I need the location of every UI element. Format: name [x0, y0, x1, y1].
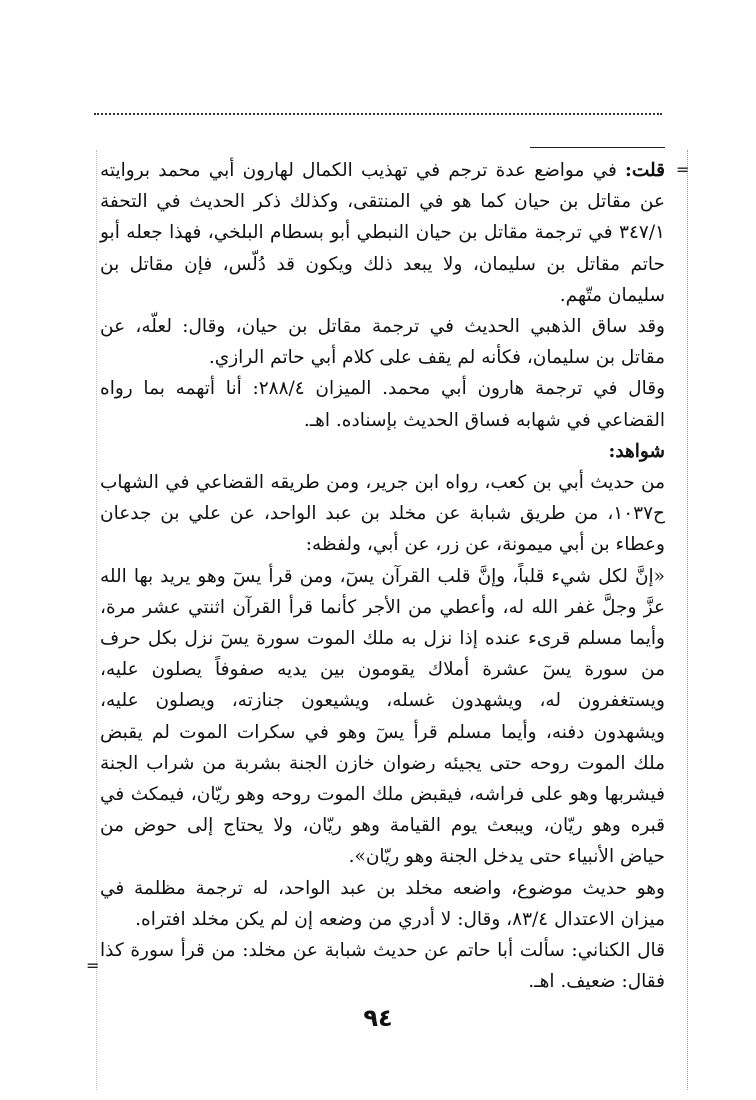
paragraph	[100, 311, 665, 373]
paragraph-text: وهو حديث موضوع، واضعه مخلد بن عبد الواحد، له ترجمة مظلمة في ميزان الاعتدال ٨٣/٤، وقال: لا أدري من وضعه إن لم يكن مخلد افتراه.	[100, 877, 665, 930]
left-margin-line	[96, 150, 97, 1090]
right-margin-line	[687, 150, 688, 1090]
paragraph-text: «إنَّ لكل شيء قلباً، وإنَّ قلب القرآن يسٓ، ومن قرأ يسٓ وهو يريد بها الله عزَّ وجلَّ غفر الله له، وأعطي من الأجر كأنما قرأ القرآن اثنتي عشر مرة، وأيما مسلم قرىء عنده إذا نزل به ملك الموت سورة يسٓ نزل بكل حرف من سورة يسٓ عشرة أملاك يقومون بين يديه صفوفاً يصلون عليه، ويستغفرون له، ويشهدون غسله، ويشيعون جنازته، ويصلون عليه، ويشهدون دفنه، وأيما مسلم قرأ يسٓ وهو في سكرات الموت لم يقبض ملك الموت روحه حتى يجيئه رضوان خازن الجنة بشربة من شراب الجنة فيشربها وهو على فراشه، فيقبض ملك الموت روحه وهو ريّان، فيمكث في قبره وهو ريّان، ويبعث يوم القيامة وهو ريّان، ولا يحتاج إلى حوض من حياض الأنبياء حتى يدخل الجنة وهو ريّان».	[100, 565, 665, 868]
margin-mark-top: =	[676, 160, 690, 179]
paragraph-text: وقد ساق الذهبي الحديث في ترجمة مقاتل بن حيان، وقال: لعلّه، عن مقاتل بن سليمان، فكأنه لم يقف على كلام أبي حاتم الرازي.	[100, 316, 665, 369]
paragraph-text: قال الكناني: سألت أبا حاتم عن حديث شبابة عن مخلد: من قرأ سورة كذا فقال: ضعيف. اهـ.	[100, 940, 665, 993]
header-dotted-rule	[94, 113, 662, 115]
paragraph	[100, 935, 665, 997]
hadith-quote	[100, 561, 665, 873]
paragraph-label: قلت:	[625, 160, 665, 181]
section-heading-label: شواهد:	[608, 440, 665, 462]
header-short-rule	[530, 147, 665, 148]
page-number: ٩٤	[363, 1004, 393, 1032]
paragraph	[100, 155, 665, 311]
paragraph-text: من حديث أبي بن كعب، رواه ابن جرير، ومن طريقه القضاعي في الشهاب ح١٠٣٧، من طريق شبابة عن مخلد بن عبد الواحد، عن علي بن جدعان وعطاء بن أبي ميمونة، عن زر، عن أبي، ولفظه:	[100, 472, 665, 556]
paragraph-text: في مواضع عدة ترجم في تهذيب الكمال لهارون أبي محمد بروايته عن مقاتل بن حيان كما هو في المنتقى، وكذلك ذكر الحديث في التحفة ٣٤٧/١ في ترجمة مقاتل بن حيان النبطي أبو بسطام البلخي، فهذا جعله أبو حاتم مقاتل بن سليمان، ولا يبعد ذلك ويكون قد دُلّس، فإن مقاتل بن سليمان متّهم.	[100, 160, 665, 306]
section-heading	[100, 436, 665, 467]
margin-mark-bottom: =	[86, 956, 100, 975]
body-text	[100, 155, 665, 997]
paragraph	[100, 373, 665, 435]
paragraph	[100, 467, 665, 561]
paragraph-text: وقال في ترجمة هارون أبي محمد. الميزان ٢٨٨/٤: أنا أتهمه بما رواه القضاعي في شهابه فساق الحديث بإسناده. اهـ.	[100, 378, 666, 431]
paragraph	[100, 873, 665, 935]
